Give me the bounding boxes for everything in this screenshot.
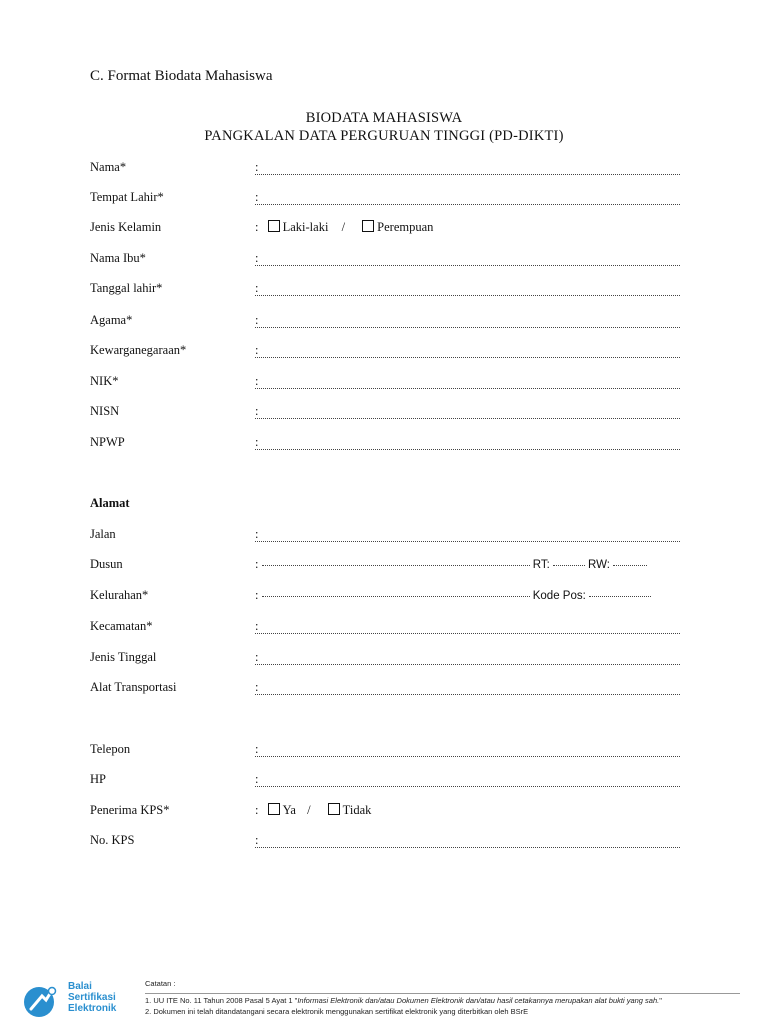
field-no-kps bbox=[0, 833, 768, 863]
input-jalan[interactable] bbox=[255, 541, 680, 542]
field-kelurahan bbox=[0, 588, 768, 618]
colon: : bbox=[255, 404, 259, 418]
field-tempat-lahir bbox=[0, 190, 768, 220]
colon: : bbox=[255, 557, 259, 571]
colon: : bbox=[255, 343, 259, 357]
input-jenis-tinggal[interactable] bbox=[255, 664, 680, 665]
address-section bbox=[0, 496, 768, 526]
input-rt[interactable] bbox=[553, 565, 585, 566]
field-tanggal-lahir bbox=[0, 281, 768, 311]
input-npwp[interactable] bbox=[255, 449, 680, 450]
label-kewarganegaraan: Kewarganegaraan* bbox=[90, 343, 187, 357]
colon: : bbox=[255, 803, 259, 817]
colon: : bbox=[255, 527, 259, 541]
label-penerima-kps: Penerima KPS* bbox=[90, 803, 170, 817]
colon: : bbox=[255, 680, 259, 694]
label-dusun: Dusun bbox=[90, 557, 123, 571]
field-agama bbox=[0, 313, 768, 343]
colon: : bbox=[255, 160, 259, 174]
input-nik[interactable] bbox=[255, 388, 680, 389]
label-nama-ibu: Nama Ibu* bbox=[90, 251, 146, 265]
footer-divider bbox=[145, 993, 740, 994]
slash: / bbox=[341, 220, 346, 234]
label-tempat-lahir: Tempat Lahir* bbox=[90, 190, 164, 204]
checkbox-laki-laki[interactable] bbox=[268, 220, 280, 232]
colon: : bbox=[255, 374, 259, 388]
colon: : bbox=[255, 588, 259, 602]
checkbox-tidak[interactable] bbox=[328, 803, 340, 815]
input-dusun[interactable] bbox=[262, 565, 530, 566]
label-rt: RT: bbox=[532, 559, 550, 571]
input-nisn[interactable] bbox=[255, 418, 680, 419]
colon: : bbox=[255, 313, 259, 327]
input-alat-transportasi[interactable] bbox=[255, 694, 680, 695]
colon: : bbox=[255, 251, 259, 265]
field-kewarganegaraan bbox=[0, 343, 768, 373]
label-kelurahan: Kelurahan* bbox=[90, 588, 149, 602]
input-kode-pos[interactable] bbox=[589, 596, 651, 597]
label-nama: Nama* bbox=[90, 160, 127, 174]
slash: / bbox=[307, 803, 311, 817]
footer-notes bbox=[145, 978, 745, 1017]
label-kode-pos: Kode Pos: bbox=[532, 590, 586, 602]
option-ya: Ya bbox=[282, 803, 296, 817]
option-perempuan: Perempuan bbox=[377, 220, 434, 234]
input-rw[interactable] bbox=[613, 565, 647, 566]
label-jenis-kelamin: Jenis Kelamin bbox=[90, 220, 162, 234]
input-telepon[interactable] bbox=[255, 756, 680, 757]
catatan-label: Catatan : bbox=[145, 979, 176, 988]
bsre-logo-icon bbox=[22, 983, 62, 1019]
input-kelurahan[interactable] bbox=[262, 596, 530, 597]
input-tempat-lahir[interactable] bbox=[255, 204, 680, 205]
field-penerima-kps bbox=[0, 803, 768, 833]
colon: : bbox=[255, 220, 259, 234]
label-alamat: Alamat bbox=[90, 496, 130, 510]
bsre-logo-text bbox=[68, 981, 116, 1014]
kelurahan-line bbox=[255, 588, 651, 603]
colon: : bbox=[255, 435, 259, 449]
field-alat-transportasi bbox=[0, 680, 768, 710]
field-jenis-tinggal bbox=[0, 650, 768, 680]
label-npwp: NPWP bbox=[90, 435, 125, 449]
note-1-prefix: 1. UU ITE No. 11 Tahun 2008 Pasal 5 Ayat 1 " bbox=[145, 996, 298, 1005]
label-alat-transportasi: Alat Transportasi bbox=[90, 680, 177, 694]
colon: : bbox=[255, 833, 259, 847]
section-title: C. Format Biodata Mahasiswa bbox=[90, 68, 273, 84]
field-kecamatan bbox=[0, 619, 768, 649]
colon: : bbox=[255, 281, 259, 295]
label-jalan: Jalan bbox=[90, 527, 116, 541]
form-subtitle: PANGKALAN DATA PERGURUAN TINGGI (PD-DIKTI) bbox=[204, 128, 564, 144]
field-hp bbox=[0, 772, 768, 802]
checkbox-perempuan[interactable] bbox=[362, 220, 374, 232]
input-kewarganegaraan[interactable] bbox=[255, 357, 680, 358]
label-nisn: NISN bbox=[90, 404, 120, 418]
field-npwp bbox=[0, 435, 768, 465]
input-agama[interactable] bbox=[255, 327, 680, 328]
field-nisn bbox=[0, 404, 768, 434]
input-kecamatan[interactable] bbox=[255, 633, 680, 634]
note-1-quote: Informasi Elektronik dan/atau Dokumen Elektronik dan/atau hasil cetakannya merupakan alat bukti yang sah. bbox=[297, 996, 660, 1005]
label-no-kps: No. KPS bbox=[90, 833, 135, 847]
colon: : bbox=[255, 190, 259, 204]
note-1 bbox=[145, 995, 745, 1006]
label-nik: NIK* bbox=[90, 374, 119, 388]
input-tanggal-lahir[interactable] bbox=[255, 295, 680, 296]
input-hp[interactable] bbox=[255, 786, 680, 787]
colon: : bbox=[255, 772, 259, 786]
field-nik bbox=[0, 374, 768, 404]
label-hp: HP bbox=[90, 772, 106, 786]
note-1-suffix: " bbox=[659, 996, 662, 1005]
label-kecamatan: Kecamatan* bbox=[90, 619, 153, 633]
label-tanggal-lahir: Tanggal lahir* bbox=[90, 281, 163, 295]
input-no-kps[interactable] bbox=[255, 847, 680, 848]
label-jenis-tinggal: Jenis Tinggal bbox=[90, 650, 157, 664]
label-telepon: Telepon bbox=[90, 742, 131, 756]
dusun-line bbox=[255, 557, 647, 572]
form-title: BIODATA MAHASISWA bbox=[305, 110, 463, 126]
logo-line: Balai bbox=[68, 981, 92, 992]
footer bbox=[0, 965, 768, 1024]
field-nama-ibu bbox=[0, 251, 768, 281]
field-dusun bbox=[0, 557, 768, 587]
input-nama[interactable] bbox=[255, 174, 680, 175]
label-agama: Agama* bbox=[90, 313, 133, 327]
colon: : bbox=[255, 742, 259, 756]
field-nama bbox=[0, 160, 768, 190]
gender-options bbox=[255, 220, 433, 235]
option-tidak: Tidak bbox=[342, 803, 372, 817]
option-laki-laki: Laki-laki bbox=[282, 220, 329, 234]
field-jenis-kelamin bbox=[0, 220, 768, 250]
note-2: 2. Dokumen ini telah ditandatangani secara elektronik menggunakan sertifikat elektronik yang diterbitkan oleh BSrE bbox=[145, 1007, 529, 1016]
colon: : bbox=[255, 619, 259, 633]
checkbox-ya[interactable] bbox=[268, 803, 280, 815]
field-telepon bbox=[0, 742, 768, 772]
label-rw: RW: bbox=[588, 559, 610, 571]
kps-options bbox=[255, 803, 371, 818]
colon: : bbox=[255, 650, 259, 664]
logo-line: Elektronik bbox=[68, 1003, 117, 1014]
logo-line: Sertifikasi bbox=[68, 992, 116, 1003]
field-jalan bbox=[0, 527, 768, 557]
input-nama-ibu[interactable] bbox=[255, 265, 680, 266]
